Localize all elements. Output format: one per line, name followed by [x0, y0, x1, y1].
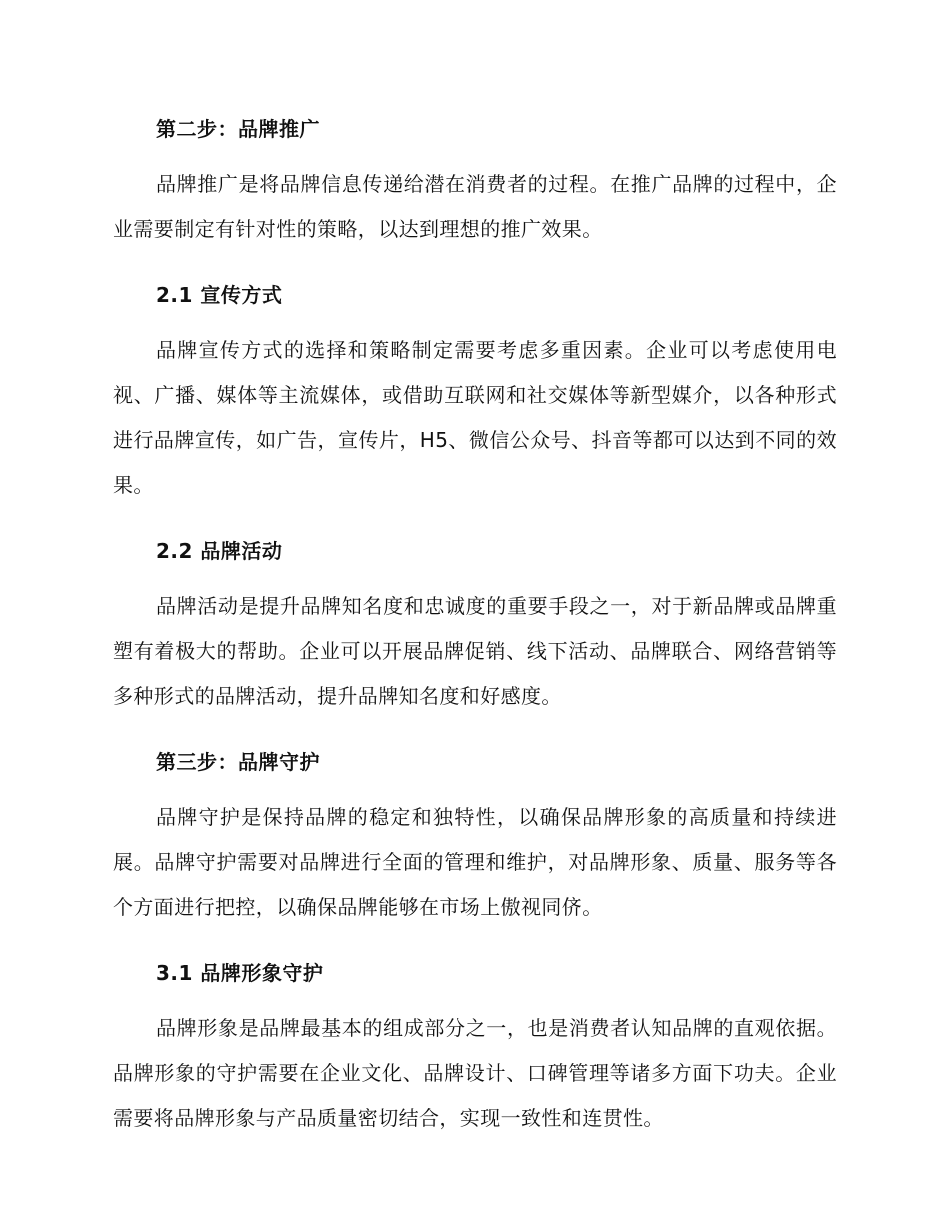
paragraph-2-2: 品牌活动是提升品牌知名度和忠诚度的重要手段之一，对于新品牌或品牌重塑有着极大的帮助。企业可以开展品牌促销、线下活动、品牌联合、网络营销等多种形式的品牌活动，提升品牌知名度和好感度。: [113, 594, 837, 708]
section-heading-step3: 第三步：品牌守护: [156, 750, 320, 774]
section-heading-3-1: 3.1 品牌形象守护: [156, 961, 324, 985]
section-heading-step2: 第二步：品牌推广: [156, 117, 320, 141]
paragraph-3-1: 品牌形象是品牌最基本的组成部分之一，也是消费者认知品牌的直观依据。品牌形象的守护需要在企业文化、品牌设计、口碑管理等诸多方面下功夫。企业需要将品牌形象与产品质量密切结合，实现一致性和连贯性。: [113, 1016, 837, 1130]
section-heading-2-2: 2.2 品牌活动: [156, 539, 283, 563]
section-heading-2-1: 2.1 宣传方式: [156, 283, 283, 307]
paragraph-step3: 品牌守护是保持品牌的稳定和独特性，以确保品牌形象的高质量和持续进展。品牌守护需要对品牌进行全面的管理和维护，对品牌形象、质量、服务等各个方面进行把控，以确保品牌能够在市场上傲视同侪。: [113, 805, 837, 919]
document-body: [113, 112, 837, 1141]
paragraph-step2: 品牌推广是将品牌信息传递给潜在消费者的过程。在推广品牌的过程中，企业需要制定有针对性的策略，以达到理想的推广效果。: [113, 172, 837, 241]
paragraph-2-1: 品牌宣传方式的选择和策略制定需要考虑多重因素。企业可以考虑使用电视、广播、媒体等主流媒体，或借助互联网和社交媒体等新型媒介，以各种形式进行品牌宣传，如广告，宣传片，H5、微信公众号、抖音等都可以达到不同的效果。: [113, 338, 837, 497]
